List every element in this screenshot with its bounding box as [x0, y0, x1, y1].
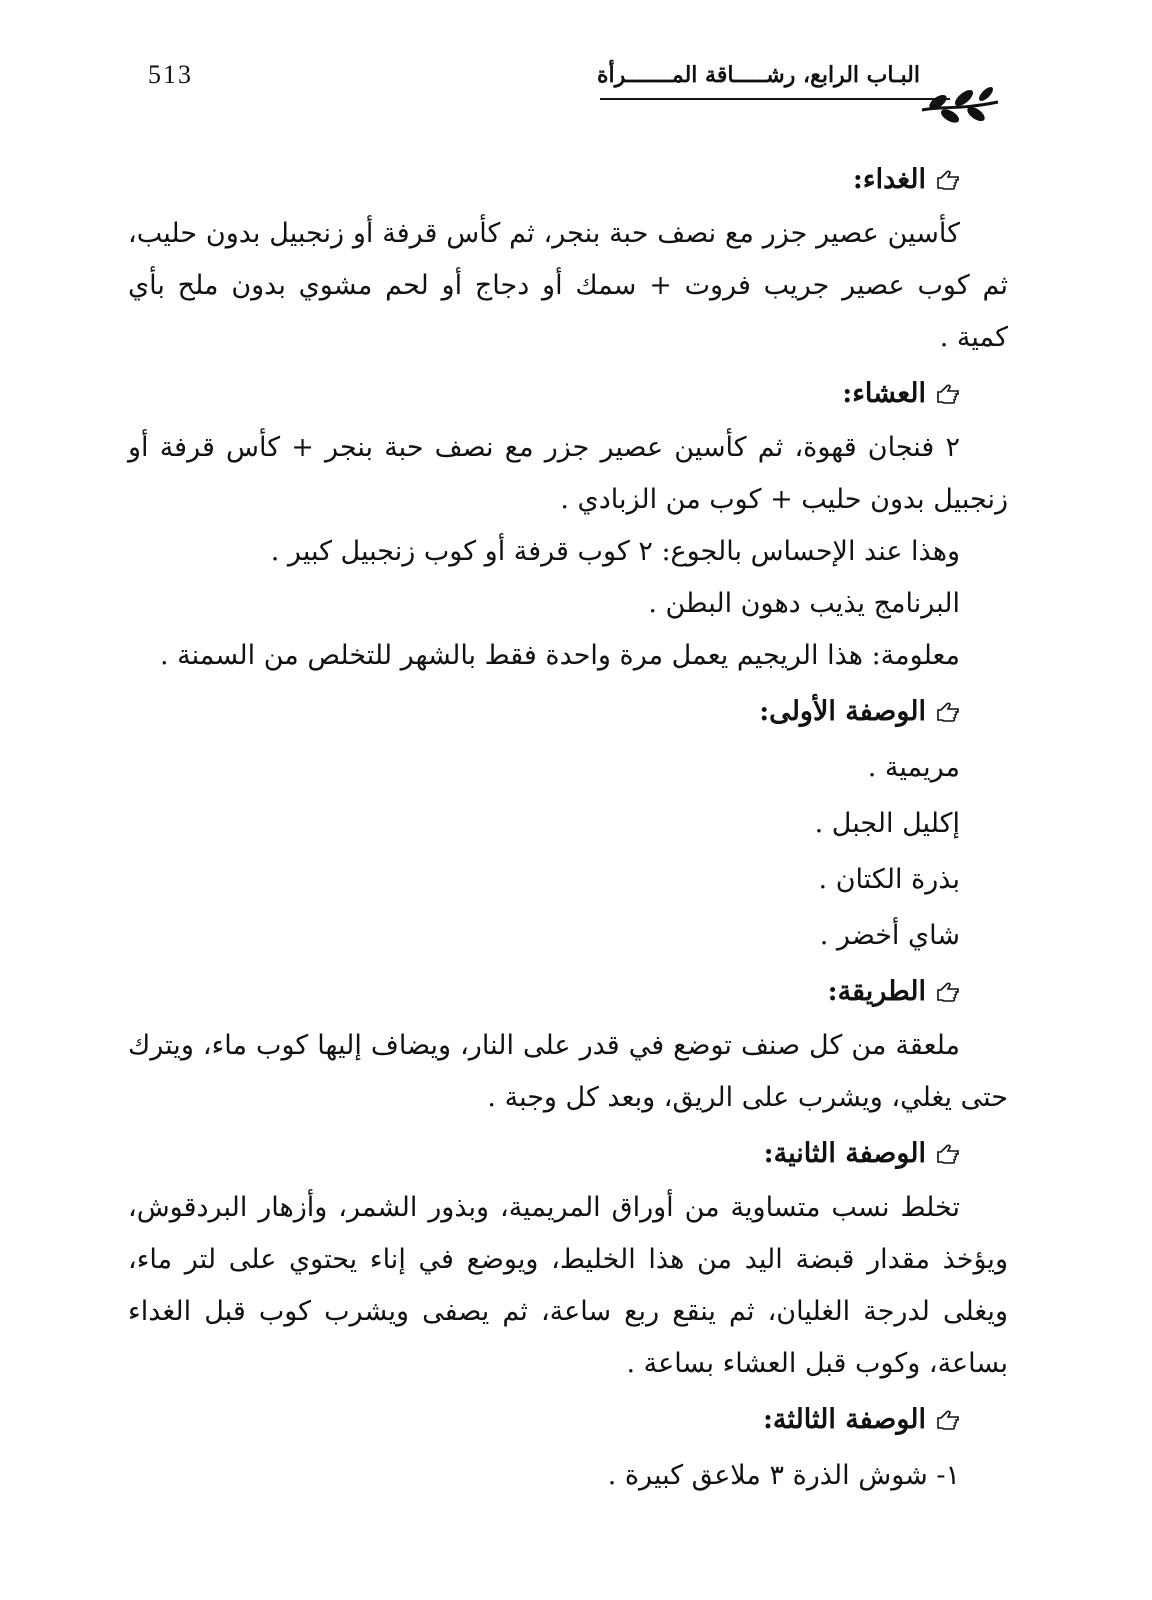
page-content [128, 150, 1008, 1506]
section-heading-lunch [128, 154, 1008, 206]
pointing-hand-icon [936, 700, 960, 724]
note-info: معلومة: هذا الريجيم يعمل مرة واحدة فقط بالشهر للتخلص من السمنة . [159, 640, 960, 671]
header-rule [600, 98, 950, 100]
heading-text: الطريقة: [827, 976, 926, 1007]
note-belly-fat: البرنامج يذيب دهون البطن . [648, 588, 960, 619]
recipe2-paragraph: تخلط نسب متساوية من أوراق المريمية، وبذور الشمر، وأزهار البردقوش، ويؤخذ مقدار قبضة اليد من هذا الخليط، ويوضع في إناء يحتوي على لتر ماء، ويغلى لدرجة الغليان، ثم ينقع ربع ساعة، ثم يصفى ويشرب كوب قبل الغداء بساعة، وكوب قبل العشاء بساعة . [128, 1192, 1008, 1379]
dinner-paragraph: ٢ فنجان قهوة، ثم كأسين عصير جزر مع نصف حبة بنجر + كأس قرفة أو زنجبيل بدون حليب + كوب من الزبادي . [128, 432, 1008, 515]
lunch-paragraph: كأسين عصير جزر مع نصف حبة بنجر، ثم كأس قرفة أو زنجبيل بدون حليب، ثم كوب عصير جريب فروت + سمك أو دجاج أو لحم مشوي بدون ملح بأي كمية . [128, 218, 1008, 353]
section-heading-recipe3 [128, 1394, 1008, 1446]
pointing-hand-icon [936, 1408, 960, 1432]
pointing-hand-icon [936, 168, 960, 192]
section-heading-method [128, 966, 1008, 1018]
list-item: شاي أخضر . [819, 920, 960, 951]
running-title: البـاب الرابع، رشـــــاقة المـــــــرأة [596, 62, 920, 88]
section-heading-dinner [128, 368, 1008, 420]
list-item: مريمية . [867, 752, 960, 783]
section-heading-recipe2 [128, 1128, 1008, 1180]
heading-text: الوصفة الأولى: [759, 696, 926, 727]
pointing-hand-icon [936, 382, 960, 406]
running-header [590, 60, 1010, 130]
page-number: 513 [148, 60, 193, 89]
list-item: إكليل الجبل . [814, 808, 960, 839]
heading-text: العشاء: [842, 378, 926, 409]
pointing-hand-icon [936, 980, 960, 1004]
pointing-hand-icon [936, 1142, 960, 1166]
list-item: ١- شوش الذرة ٣ ملاعق كبيرة . [607, 1460, 960, 1491]
heading-text: الوصفة الثانية: [763, 1138, 926, 1169]
note-hunger: وهذا عند الإحساس بالجوع: ٢ كوب قرفة أو كوب زنجبيل كبير . [270, 536, 960, 567]
list-item: بذرة الكتان . [818, 864, 960, 895]
section-heading-recipe1 [128, 686, 1008, 738]
heading-text: الوصفة الثالثة: [762, 1404, 926, 1435]
leaf-ornament-icon [920, 80, 1000, 128]
method-paragraph: ملعقة من كل صنف توضع في قدر على النار، ويضاف إليها كوب ماء، ويترك حتى يغلي، ويشرب على الريق، وبعد كل وجبة . [128, 1030, 1008, 1113]
heading-text: الغداء: [852, 164, 926, 195]
